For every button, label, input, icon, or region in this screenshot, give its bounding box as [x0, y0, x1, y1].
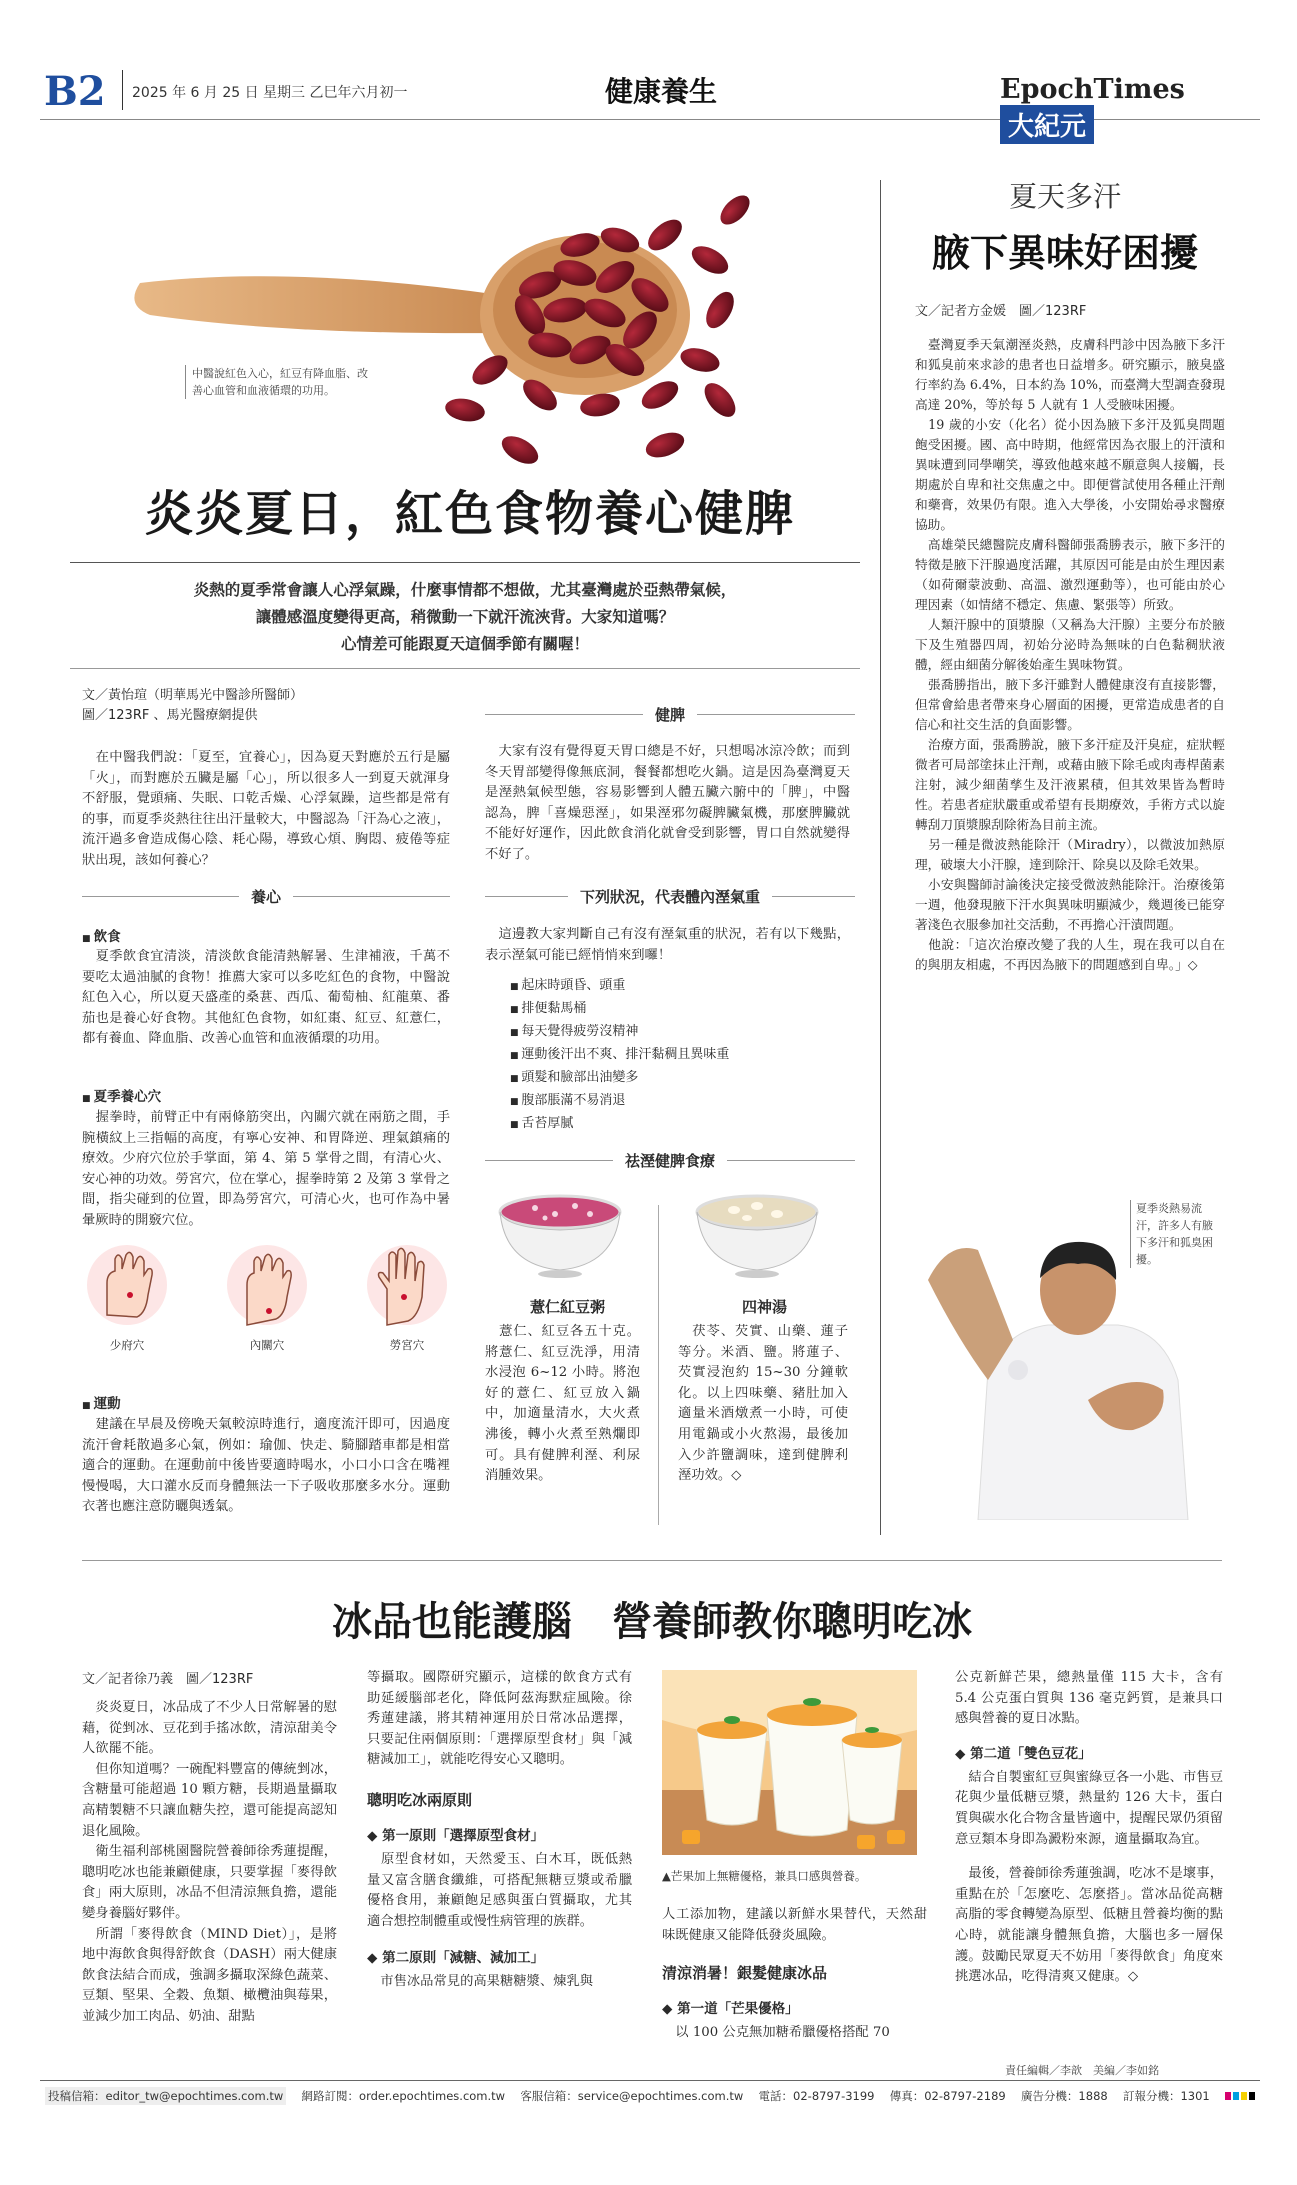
- recipe-text: 薏仁、紅豆各五十克。將薏仁、紅豆洗淨，用清水浸泡 6~12 小時。將泡好的薏仁、紅豆放入鍋中，加適量清水，大火煮沸後，轉小火煮至熟爛即可。具有健脾利溼、利尿消腫效果。: [485, 1324, 640, 1484]
- body-paragraph: 高雄榮民總醫院皮膚科醫師張喬勝表示，腋下多汗的特徵是腋下汗腺過度活躍，其原因可能是由於生理因素（如荷爾蒙波動、高溫、激烈運動等），也可能由於心理因素（如情緒不穩定、焦慮、緊張等）所致。: [915, 537, 1225, 612]
- subheading-recipes: 清涼消暑！銀髮健康冰品: [662, 1964, 828, 1983]
- recipe-name: 四神湯: [741, 1298, 787, 1316]
- byline: [82, 686, 462, 726]
- list-item: ■ 排便黏馬桶: [510, 1001, 587, 1016]
- bottom-article-title: 冰品也能護腦 營養師教你聰明吃冰: [332, 1598, 972, 1645]
- acupoint-illustrations: [82, 1245, 450, 1360]
- article-lead: [70, 577, 860, 658]
- body-paragraph: 原型食材如，天然愛玉、白木耳，既低熱量又富含膳食纖維，可搭配無糖豆漿或希臘優格食用，兼顧飽足感與蛋白質攝取，尤其適合想控制體重或慢性病管理的族群。: [367, 1851, 632, 1929]
- side-body: [915, 335, 1225, 975]
- subheading-exercise: ■ 運動: [82, 1396, 121, 1412]
- recipe-text: 茯苓、芡實、山藥、蓮子等分。米酒、鹽。將蓮子、芡實浸泡約 15~30 分鐘軟化。以上四味藥、豬肚加入適量米酒燉煮一小時，可使用電鍋或小火熬湯，最後加入少許鹽調味，達到健脾利溼功效。◇: [678, 1324, 848, 1484]
- bottom-col4: [955, 1668, 1228, 1988]
- body-paragraph: 臺灣夏季天氣潮溼炎熱，皮膚科門診中因為腋下多汗和狐臭前來求診的患者也日益增多。研究顯示，腋臭盛行率約為 6.4%，日本約為 10%，而臺灣大型調查發現高達 20%，等於每 5 人就有 1 人受腋味困擾。: [915, 337, 1225, 412]
- body-paragraph: 等攝取。國際研究顯示，這樣的飲食方式有助延緩腦部老化，降低阿茲海默症風險。徐秀蓮建議，將其精神運用於日常冰品選擇，只要記住兩個原則：「選擇原型食材」與「減糖減加工」，就能吃得安心又聰明。: [367, 1670, 632, 1768]
- footer-subscribe-ext: 訂報分機：1301: [1122, 2089, 1210, 2103]
- acupoint-label: 少府穴: [109, 1338, 145, 1352]
- body-paragraph: 市售冰品常見的高果糖糖漿、煉乳與: [367, 1974, 594, 1990]
- issue-date: 2025 年 6 月 25 日 星期三 乙巳年六月初一: [132, 85, 408, 101]
- bottom-col1: 炎炎夏日，冰品成了不少人日常解暑的慰藉，從剉冰、豆花到手搖冰飲，清涼甜美令人欲罷不能。 但你知道嗎？一碗配料豐富的傳統剉冰，含糖量可能超過 10 顆方糖，長期過量攝取高精製糖不只讓血糖失控，還可能提高認知退化風險。 衛生福利部桃園醫院營養師徐秀蓮提醒，聰明吃冰也能兼顧健康，只要掌握「麥得飲食」兩大原則，冰品不但清涼無負擔，還能變身養腦好夥伴。 所謂「麥得飲食（MIND Diet）」，是將地中海飲食與得舒飲食（DASH）兩大健康飲食法結合而成，強調多攝取深綠色蔬菜、豆類、堅果、全穀、魚類、橄欖油與莓果，並減少加工肉品、奶油、甜點: [82, 1700, 337, 2024]
- body-paragraph: 19 歲的小安（化名）從小因為腋下多汗及狐臭問題飽受困擾。國、高中時期，他經常因為衣服上的汗漬和異味遭到同學嘲笑，導致他越來越不願意與人接觸，長期處於自卑和社交焦慮之中。即便嘗試使用各種止汗劑和藥膏，效果仍有限。進入大學後，小安開始尋求醫療協助。: [915, 417, 1225, 532]
- footer-subscribe[interactable]: 網路訂閱：order.epochtimes.com.tw: [301, 2089, 506, 2103]
- section-heading-heart: 養心: [82, 886, 450, 907]
- section-name: 健康養生: [605, 75, 718, 108]
- bottom-col3: [662, 1905, 927, 2044]
- subheading-acupoints: ■ 夏季養心穴: [82, 1089, 162, 1105]
- body-paragraph: 結合自製蜜紅豆與蜜綠豆各一小匙、市售豆花與少量低糖豆漿，熱量約 126 大卡，蛋白質與碳水化合物含量皆適中，提醒民眾仍須留意豆類本身即為澱粉來源，適量攝取為宜。: [955, 1769, 1223, 1847]
- bottom-byline: 文／記者徐乃義 圖／123RF: [82, 1672, 254, 1687]
- footer-phone: 電話：02-8797-3199: [758, 2089, 875, 2103]
- exercise-paragraph: 建議在早晨及傍晚天氣較涼時進行，適度流汗即可，因過度流汗會耗散過多心氣，例如：瑜伽、快走、騎腳踏車都是相當適合的運動。在運動前中後皆要適時喝水，小口小口含在嘴裡慢慢喝，大口灌水反而身體無法一下子吸收那麼多水分。運動衣著也應注意防曬與透氣。: [82, 1417, 450, 1515]
- brand-logo: [1000, 74, 1260, 142]
- list-item: ■ 頭髮和臉部出油變多: [510, 1070, 639, 1085]
- body-paragraph: 公克新鮮芒果，總熱量僅 115 大卡，含有 5.4 公克蛋白質與 136 毫克鈣質，是兼具口感與營養的夏日冰點。: [955, 1670, 1228, 1727]
- list-item: ■ 起床時頭昏、頭重: [510, 978, 626, 993]
- footer-fax: 傳真：02-8797-2189: [889, 2089, 1006, 2103]
- footer-service[interactable]: 客服信箱：service@epochtimes.com.tw: [520, 2089, 744, 2103]
- subheading-diet: ■ 飲食: [82, 929, 121, 945]
- lead-line: 心情差可能跟夏天這個季節有關喔！: [340, 635, 589, 653]
- byline-author: 文／黃怡瑄（明華馬光中醫診所醫師）: [82, 688, 304, 703]
- side-kicker: 夏天多汗: [1008, 180, 1121, 213]
- recipe-name: 薏仁紅豆粥: [529, 1298, 605, 1316]
- side-title: 腋下異味好困擾: [931, 230, 1198, 275]
- symptom-list: [510, 975, 850, 1136]
- section-heading-recipes: 祛溼健脾食療: [485, 1150, 855, 1171]
- subheading-dish-2: ◆ 第二道「雙色豆花」: [955, 1745, 1092, 1762]
- mango-yogurt-photo: [662, 1670, 917, 1855]
- list-item: ■ 運動後汗出不爽、排汗黏稠且異味重: [510, 1047, 730, 1062]
- side-photo-caption: 夏季炎熱易流汗，許多人有腋下多汗和狐臭困擾。: [1130, 1200, 1220, 1268]
- acupoint-paragraph: 握拳時，前臂正中有兩條筋突出，內關穴就在兩筋之間，手腕橫紋上三指幅的高度，有寧心安神、和胃降逆、理氣鎮痛的療效。少府穴位於手掌面，第 4、第 5 掌骨之間，有清心火、安心神的功效。勞宮穴，位在掌心，握拳時第 2 及第 3 掌骨之間，指尖碰到的位置，即為勞宮穴，可清心火，也可作為中暑暈厥時的開竅穴位。: [82, 1110, 450, 1228]
- byline-photo: 圖／123RF 、馬光醫療網提供: [82, 708, 258, 723]
- bottom-col2: [367, 1668, 632, 1993]
- body-paragraph: 人工添加物，建議以新鮮水果替代，天然甜味既健康又能降低發炎風險。: [662, 1907, 927, 1943]
- bottom-photo-caption: ▲芒果加上無糖優格，兼具口感與營養。: [662, 1869, 867, 1883]
- red-bean-porridge-bowl: [495, 1190, 625, 1280]
- page-header: [40, 60, 1260, 142]
- footer-email[interactable]: 投稿信箱：editor_tw@epochtimes.com.tw: [45, 2087, 286, 2105]
- subheading-principle-2: ◆ 第二原則「減糖、減加工」: [367, 1950, 545, 1967]
- diet-paragraph: 夏季飲食宜清淡，清淡飲食能清熱解暑、生津補液，千萬不要吃太過油膩的食物！推薦大家可以多吃紅色的食物，中醫說紅色入心，所以夏天盛產的桑葚、西瓜、葡萄柚、紅龍菓、番茄也是養心好食物。其他紅色食物，如紅棗、紅豆、紅薏仁，都有養血、降血脂、改善心血管和血液循環的功用。: [82, 949, 450, 1047]
- body-paragraph: 以 100 公克無加糖希臘優格搭配 70: [662, 2025, 890, 2041]
- subheading-dish-1: ◆ 第一道「芒果優格」: [662, 2001, 799, 2018]
- side-byline: 文／記者方金媛 圖／123RF: [915, 304, 1087, 319]
- list-item: ■ 舌苔厚膩: [510, 1116, 574, 1131]
- article-title: 炎炎夏日，紅色食物養心健脾: [144, 486, 795, 542]
- acupoint-label: 內關穴: [249, 1338, 285, 1352]
- body-paragraph: 張喬勝指出，腋下多汗雖對人體健康沒有直接影響，但常會給患者帶來身心層面的困擾，更常造成患者的自信心和社交生活的負面影響。: [915, 677, 1225, 732]
- page-number: B2: [44, 68, 106, 115]
- brand-chinese: 大紀元: [1000, 105, 1094, 144]
- acupoint-label: 勞宮穴: [389, 1338, 425, 1352]
- section-heading-symptoms: 下列狀況，代表體內溼氣重: [485, 886, 855, 907]
- body-paragraph: 他說：「這次治療改變了我的人生，現在我可以自在的與朋友相處，不再因為腋下的問題感到自卑。」◇: [915, 937, 1225, 972]
- body-paragraph: 治療方面，張喬勝說，腋下多汗症及汗臭症，症狀輕微者可局部塗抹止汗劑，或藉由腋下除毛或肉毒桿菌素注射，減少細菌孳生及汗液累積，但其效果皆為暫時性。若患者症狀嚴重或希望有長期療效，手術方式以旋轉刮刀頂漿腺刮除術為目前主流。: [915, 737, 1225, 832]
- symptoms-intro: 這邊教大家判斷自己有沒有溼氣重的狀況，若有以下幾點，表示溼氣可能已經悄悄來到囉！: [485, 927, 850, 963]
- lead-line: 讓體感溫度變得更高，稍微動一下就汗流浹背。大家知道嗎？: [255, 608, 675, 626]
- section-heading-spleen: 健脾: [485, 704, 855, 725]
- spoon-kidney-beans-photo: [120, 165, 810, 470]
- subheading-principle-1: ◆ 第一原則「選擇原型食材」: [367, 1827, 545, 1844]
- body-paragraph: 最後，營養師徐秀蓮強調，吃冰不是壞事，重點在於「怎麼吃、怎麼搭」。當冰品從高糖高脂的零食轉變為原型、低糖且營養均衡的點心時，就能讓身體無負擔，大腦也多一層保護。鼓勵民眾夏天不妨用「麥得飲食」角度來挑選冰品，吃得清爽又健康。◇: [955, 1866, 1223, 1985]
- footer-ad-ext: 廣告分機：1888: [1020, 2089, 1108, 2103]
- page-footer: [45, 2087, 1255, 2105]
- four-herb-soup-bowl: [692, 1190, 822, 1280]
- body-paragraph: 另一種是微波熱能除汗（Miradry），以微波加熱原理，破壞大小汗腺，達到除汗、除臭以及除毛效果。: [915, 837, 1225, 872]
- list-item: ■ 每天覺得疲勞沒精神: [510, 1024, 639, 1039]
- subheading-two-principles: 聰明吃冰兩原則: [367, 1790, 473, 1809]
- editors-credit: 責任編輯／李歆 美編／李如銘: [1005, 2064, 1159, 2077]
- photo-caption: 中醫說紅色入心，紅豆有降血脂、改 善心血管和血液循環的功用。: [185, 365, 415, 399]
- list-item: ■ 腹部脹滿不易消退: [510, 1093, 626, 1108]
- color-registration-marks: [1225, 2092, 1255, 2100]
- body-paragraph: 人類汗腺中的頂漿腺（又稱為大汗腺）主要分布於腋下及生殖器四周，初始分泌時為無味的白色黏稠狀液體，經由細菌分解後始產生異味物質。: [915, 617, 1225, 672]
- brand-english: EpochTimes: [1000, 74, 1185, 105]
- spleen-paragraph: 大家有沒有覺得夏天胃口總是不好，只想喝冰涼冷飲；而到冬天胃部變得像無底洞，餐餐都想吃火鍋。這是因為臺灣夏天是溼熱氣候型態，容易影響到人體五臟六腑中的「脾」，中醫認為，脾「喜燥惡溼」，如果溼邪勿礙脾臟氣機，那麼脾臟就不能好好運作，因此飲食消化就會受到影響，胃口自然就變得不好了。: [485, 744, 850, 862]
- lead-line: 炎熱的夏季常會讓人心浮氣躁，什麼事情都不想做，尤其臺灣處於亞熱帶氣候，: [193, 581, 737, 599]
- intro-paragraph: 在中醫我們說：「夏至，宜養心」，因為夏天對應於五行是屬「火」，而對應於五臟是屬「心」，所以很多人一到夏天就渾身不舒服，覺頭痛、失眠、口乾舌燥、心浮氣躁，這些都是常有的事，而夏季炎熱往往出汗量較大，中醫認為「汗為心之液」，流汗過多會造成傷心陰、耗心陽，導致心煩、胸悶、疲倦等症狀出現，該如何養心？: [82, 750, 450, 868]
- body-paragraph: 小安與醫師討論後決定接受微波熱能除汗。治療後第一週，他發現腋下汗水與異味明顯減少，幾週後已能穿著淺色衣服參加社交活動，不再擔心汗漬問題。: [915, 877, 1225, 932]
